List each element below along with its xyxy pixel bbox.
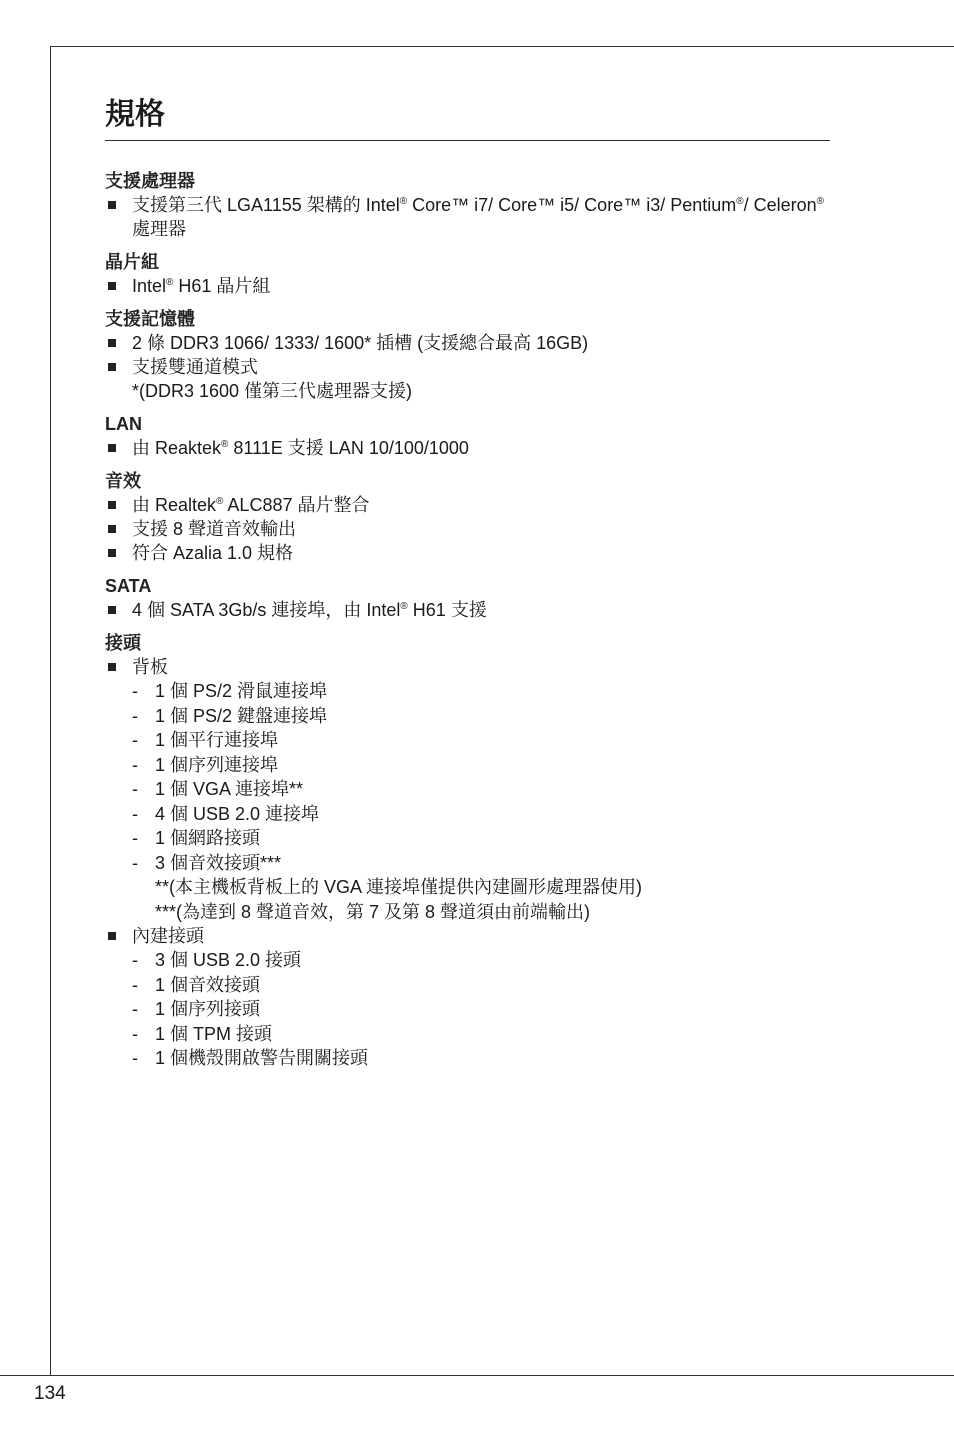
memory-item bbox=[105, 355, 830, 403]
connectors-list bbox=[105, 655, 830, 1071]
back-panel-label: 背板 bbox=[132, 657, 168, 677]
onboard-item bbox=[105, 924, 830, 1071]
section-heading-connectors: 接頭 bbox=[105, 633, 141, 653]
back-panel-connector: - 4 個 USB 2.0 連接埠 bbox=[132, 802, 830, 827]
onboard-sublist bbox=[132, 948, 830, 1071]
back-panel-connector: - 1 個 PS/2 滑鼠連接埠 bbox=[132, 679, 830, 704]
audio-item: 支援 8 聲道音效輸出 bbox=[105, 517, 830, 541]
cpu-text-4: 處理器 bbox=[132, 219, 186, 239]
cpu-item bbox=[105, 193, 830, 241]
lan-text-1: 由 Reaktek bbox=[132, 438, 222, 458]
chipset-item bbox=[105, 274, 830, 298]
back-panel-item bbox=[105, 655, 830, 924]
spec-sections bbox=[105, 169, 830, 1071]
audio-footnote: ***(為達到 8 聲道音效，第 7 及第 8 聲道須由前端輸出) bbox=[155, 901, 591, 922]
frame-left-rule bbox=[50, 46, 51, 1375]
cpu-list bbox=[105, 193, 830, 241]
frame-top-rule bbox=[50, 46, 954, 47]
section-heading-lan: LAN bbox=[105, 414, 142, 434]
onboard-connector: - 1 個音效接頭 bbox=[132, 973, 830, 998]
chipset-text-1: Intel bbox=[132, 276, 167, 296]
onboard-connector: - 1 個序列接頭 bbox=[132, 997, 830, 1022]
section-heading-chipset: 晶片組 bbox=[105, 252, 159, 272]
back-panel-sublist bbox=[132, 679, 830, 924]
sata-text-1: 4 個 SATA 3Gb/s 連接埠，由 Intel bbox=[132, 600, 401, 620]
lan-text-2: 8111E 支援 LAN 10/100/1000 bbox=[228, 438, 469, 458]
audio-jack-text: 3 個音效接頭*** bbox=[155, 852, 282, 873]
onboard-connector: - 1 個 TPM 接頭 bbox=[132, 1022, 830, 1047]
back-panel-connector: - 1 個 PS/2 鍵盤連接埠 bbox=[132, 704, 830, 729]
registered-mark: ® bbox=[399, 196, 408, 207]
audio-item: 符合 Azalia 1.0 規格 bbox=[105, 541, 830, 565]
onboard-connector: - 1 個機殼開啟警告開關接頭 bbox=[132, 1046, 830, 1071]
frame-bottom-rule bbox=[0, 1375, 954, 1376]
audio-text-2: ALC887 晶片整合 bbox=[223, 495, 370, 515]
memory-note: *(DDR3 1600 僅第三代處理器支援) bbox=[132, 381, 413, 401]
section-chipset bbox=[105, 250, 830, 298]
chipset-list bbox=[105, 274, 830, 298]
section-connectors bbox=[105, 631, 830, 1071]
section-heading-cpu: 支援處理器 bbox=[105, 171, 195, 191]
registered-mark: ® bbox=[736, 196, 744, 207]
back-panel-connector: - 1 個平行連接埠 bbox=[132, 728, 830, 753]
memory-item: 2 條 DDR3 1066/ 1333/ 1600* 插槽 (支援總合最高 16GB) bbox=[105, 331, 830, 355]
section-heading-audio: 音效 bbox=[105, 471, 141, 491]
registered-mark: ® bbox=[400, 601, 408, 612]
registered-mark: ® bbox=[221, 439, 229, 450]
section-cpu bbox=[105, 169, 830, 241]
section-heading-memory: 支援記憶體 bbox=[105, 309, 195, 329]
section-sata bbox=[105, 574, 830, 622]
registered-mark: ® bbox=[816, 196, 825, 207]
lan-item bbox=[105, 436, 830, 460]
back-panel-connector: - 1 個序列連接埠 bbox=[132, 753, 830, 778]
page-number: 134 bbox=[34, 1383, 66, 1404]
page-title: 規格 bbox=[105, 94, 830, 141]
cpu-text-1: 支援第三代 LGA1155 架構的 Intel bbox=[132, 195, 400, 215]
cpu-text-2: Core™ i7/ Core™ i5/ Core™ i3/ Pentium bbox=[407, 195, 737, 215]
vga-footnote: **(本主機板背板上的 VGA 連接埠僅提供內建圖形處理器使用) bbox=[155, 877, 643, 897]
back-panel-connector bbox=[132, 851, 830, 925]
cpu-text-3: / Celeron bbox=[743, 195, 817, 215]
audio-item bbox=[105, 493, 830, 517]
sata-text-2: H61 支援 bbox=[407, 600, 487, 620]
memory-dual-channel: 支援雙通道模式 bbox=[132, 357, 258, 377]
lan-list bbox=[105, 436, 830, 460]
chipset-text-2: H61 晶片組 bbox=[173, 276, 271, 296]
spec-content bbox=[105, 94, 830, 1080]
sata-list bbox=[105, 598, 830, 622]
memory-list bbox=[105, 331, 830, 403]
registered-mark: ® bbox=[166, 277, 174, 288]
section-audio bbox=[105, 469, 830, 565]
section-memory bbox=[105, 307, 830, 403]
section-heading-sata: SATA bbox=[105, 576, 152, 596]
back-panel-connector: - 1 個 VGA 連接埠** bbox=[132, 777, 830, 802]
audio-text-1: 由 Realtek bbox=[132, 495, 217, 515]
back-panel-connector: - 1 個網路接頭 bbox=[132, 826, 830, 851]
sata-item bbox=[105, 598, 830, 622]
onboard-label: 內建接頭 bbox=[132, 926, 204, 946]
section-lan bbox=[105, 412, 830, 460]
onboard-connector: - 3 個 USB 2.0 接頭 bbox=[132, 948, 830, 973]
audio-list bbox=[105, 493, 830, 565]
registered-mark: ® bbox=[216, 496, 224, 507]
